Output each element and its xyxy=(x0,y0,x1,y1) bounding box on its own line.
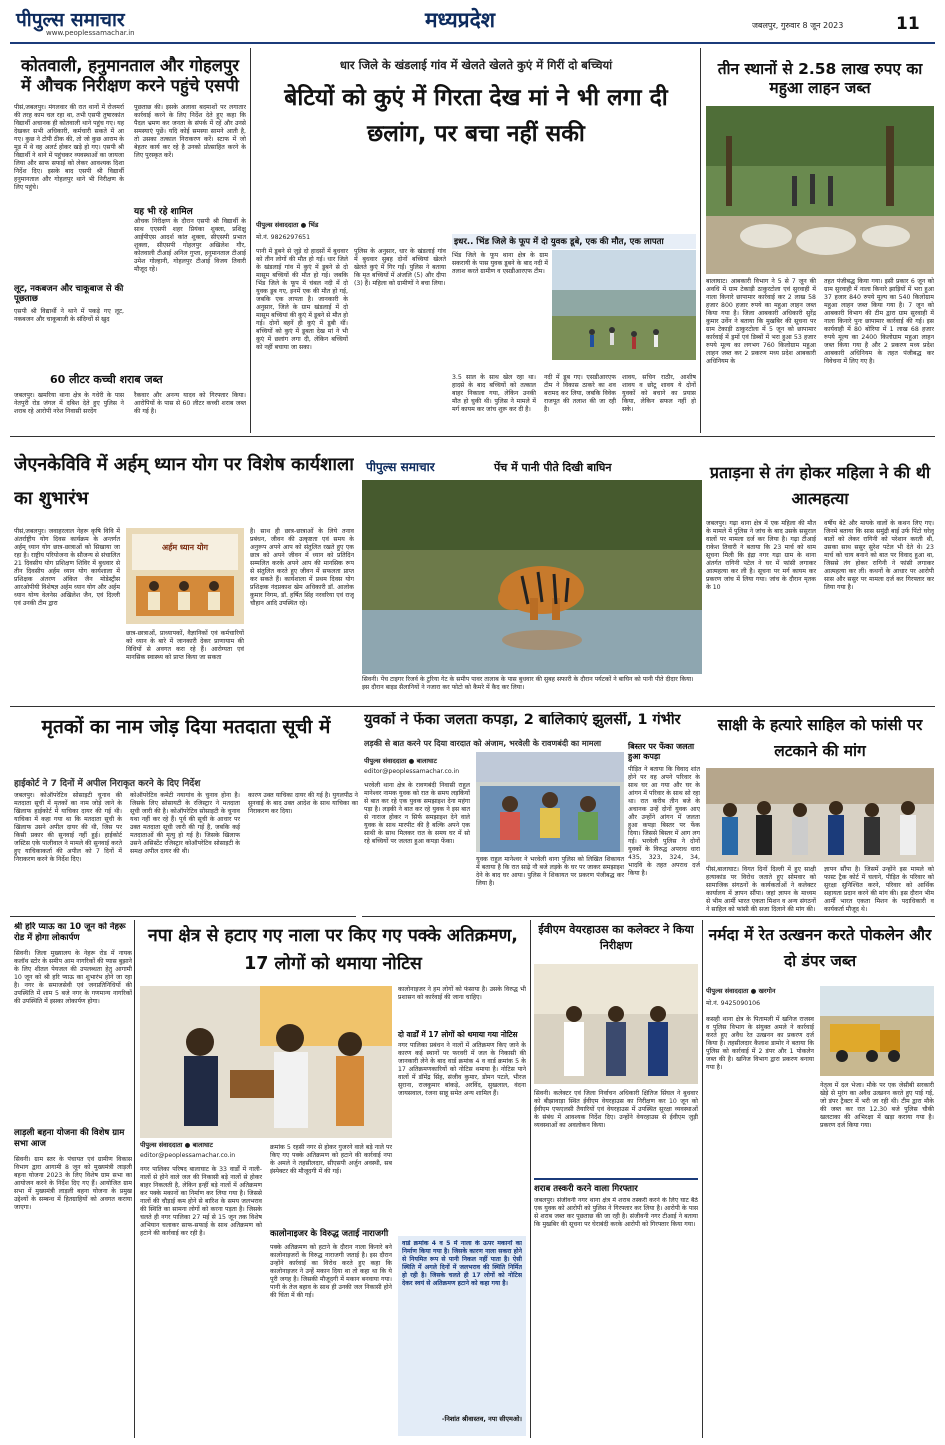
headline: पेंच में पानी पीते दिखी बाघिन xyxy=(494,461,612,474)
divider xyxy=(700,48,701,433)
story-kapda xyxy=(364,712,700,912)
body-col2: सिवनी। ग्राम स्तर के पंचायत एवं ग्रामीण विकास विभाग द्वारा आगामी 8 जून को मुख्यमंत्री लाड़ली बहना योजना 2023 के लिए विशेष ग्राम सभा का आयोजन करने के निर्देश दिए गए हैं। आयोजित ग्राम सभा में मुख्यमंत्री लाड़ली बहना योजना के प्रमुख उद्देश्यों के सम्बन्ध में हितग्राहियों को अवगत कराया जाएगा। xyxy=(14,1156,132,1211)
page-number: 11 xyxy=(896,14,920,34)
paper-url[interactable]: www.peoplessamachar.in xyxy=(46,29,135,37)
contact: मो.नं. 9425090106 xyxy=(706,1000,761,1007)
story-evm xyxy=(534,922,698,1436)
body-col1: पानी में डूबने से जुड़े दो हादसों में बुधवार को तीन लोगों की मौत हो गई। धार जिले के खंडलाई गांव में कुएं में डूबने से दो मासूम बच्चियों की मौत हो गई। जबकि भिंड जिले के फूप में चंबल नदी में दो युवक डूब गए, इनमें एक की मौत हो गई, जबकि एक लापता है। जानकारी के अनुसार, जिले के ग्राम खंडलाई में दो मासूम बच्चियां की कुएं में डूबने से मौत हो गई। दोनों बहनें ही कुएं में डूबी थीं। बच्चियों को कुएं में डूबता देख मां ने भी कुएं में छलांग लगा दी, लेकिन बच्चियों को नहीं बचाया जा सका। xyxy=(256,248,348,351)
body-col4: कालोनाइजर ने हम लोगों को फंसाया है। उसके विरुद्ध भी प्रशासन को कार्रवाई की जाना चाहिए। xyxy=(398,986,526,1001)
story-nala xyxy=(140,922,526,1436)
divider xyxy=(702,920,703,1438)
body-col3: है। साथ ही छात्र-छात्राओं के लिये तनाव प्रबंधन, जीवन की उत्कृष्टता एवं समय के अनुरूप अपने आप को संतुलित रखते हुए एक छात्र को अपने जीवन में ध्यान को प्रतिदिन सम्मलित करके अपने आप की मानसिक रूप से संतुलित करते हुए जीवन में सफलता प्राप्त कर सकते हैं। कार्यशाला में प्रथम दिवस योग प्रशिक्षक नंदप्रकाश खेम अधिकारी डॉ. आलोक कुमार निगम, डॉ. हर्षित सिंह नरवरिया एवं राजू चौहान आदि उपस्थित रहे। xyxy=(250,528,354,607)
body-col2: क्रमांक 5 रहसी नगर से होकर गुजरने वाले बड़े नाले पर किए गए पक्के अतिक्रमण को हटाने की कार्रवाई नपा के अमले ने तहसीलदार, सीएसपी अर्जुन अवस्थी, सब इंस्पेक्टर की मौजूदगी में की गई। xyxy=(270,1144,392,1175)
subhead: कालोनाइजर के विरुद्ध जताई नाराजगी xyxy=(270,1229,389,1239)
headline: प्रताड़ना से तंग होकर महिला ने की थी आत्महत्या xyxy=(709,463,931,508)
body-col1: पीसं,बालाघाट। विगत दिनों दिल्ली में हुए साक्षी हत्याकांड पर विरोध जताते हुए सोमवार को सामाजिक संगठनों के कार्यकर्ताओं ने कलेक्टर कार्यालय में ज्ञापन सौंपा। जहां ज्ञापन के माध्यम से भीम आर्मी भारत एकता मिशन व अन्य संगठनों ने साहिल को फांसी की सजा दिलाने की मांग की। xyxy=(706,866,816,913)
body-col1: पीसं,जबलपुर। जवाहरलाल नेहरू कृषि विवि में अंतर्राष्ट्रीय योग दिवस कार्यक्रम के अन्तर्गत अर्हम् ध्यान योग छात्र-छात्राओं को सिखाया जा रहा है। राष्ट्रीय परियोजना के सौजन्य से संचालित 21 दिवसीय योग प्रशिक्षण शिविर में बुधवार से तीन दिवसीय अर्हम ध्यान योग कार्यशाला में प्रशिक्षक अंतरण अंकित जैन मोडेस्ट्रीस आरओपीयी विशेषज्ञ अर्हम ध्यान योग और अर्हम ध्यान योग्य वेलनेस अखिलेश जैन, एवं दिल्ली एवं उनकी टीम द्वारा xyxy=(14,528,120,607)
photo-caption: भिंड जिले के फूप थाना क्षेत्र के ग्राम सकरायी के पास युवक डूबने के बाद नदी में तलाश करते ग्रामीण व एसडीआरएफ टीम। xyxy=(452,252,548,275)
body-col3: पक्के अतिक्रमण को हटाने के दौरान नाला किनारे बने कालोनाइजरों के विरुद्ध नाराजगी जताई है। इस दौरान उन्होंने कार्रवाई का विरोध करते हुए कहा कि कालोनाइजर ने उन्हें मकान दिया था तो कहा था कि ये पूरी जगह है। जिसकी मौजूदगी में मकान बनवाया गया। पानी के तेज बहाव के साथ ही उनकी जल निकासी होने की चिंता में की गई। xyxy=(270,1244,392,1299)
story-mahua xyxy=(706,60,934,432)
quote-box xyxy=(398,1236,526,1436)
body-col1: पीसं,जबलपुर। मंगलवार की रात थानों में रोजमर्रा की तरह काम चल रहा था, तभी एसपी तुषारकांत विद्यार्थी अचानक ही कोतवाली थाने पहुंच गए। यह देखकर सभी अधिकारी, कर्मचारी सकते में आ गए। कुछ ने टोपी ठीक की, तो जो कुछ आराम के मूड में थे वह अलर्ट होकर खड़े हो गए। एसपी श्री विद्यार्थी ने थाने में पहुंचकर व्यवस्थाओं का जायजा लिया और साफ सफाई को लेकर आवश्यक दिशा निर्देश दिए। इसके बाद एसपी श्री विद्यार्थी हनुमानताल और गोहलपुर थाने भी निरीक्षण के लिए पहुंचे। xyxy=(14,104,124,191)
victims-photo xyxy=(476,752,624,852)
story-narmada xyxy=(706,922,934,1436)
signature: -निशांत श्रीवास्तव, नपा सीएमओ। xyxy=(441,1415,522,1423)
body-col5: शावय, सचिन राठौर, आशीष शावय व छोटू शावय ये दोनों युवकों को बचाने का प्रयास किया, लेकिन सफल नहीं हो सके। xyxy=(622,374,696,413)
story-sakshi xyxy=(706,712,934,916)
headline: जेएनकेविवि में अर्हम् ध्यान योग पर विशेष कार्यशाला का शुभारंभ xyxy=(14,454,354,509)
byline: पीपुल्स संवाददाता ● बालाघाट xyxy=(364,757,437,765)
body-col3: कारण उक्त याचिका दायर की गई है। युगलपीठ ने सुनवाई के बाद उक्त आदेश के साथ याचिका का निराकरण कर दिया। xyxy=(248,792,358,815)
quote-text: वार्ड क्रमांक 4 व 5 में नाला के ऊपर मकानों का निर्माण किया गया है। जिसके कारण नाला सकरा होने से नियमित रूप से पानी निकल नहीं पाता है। ऐसी स्थिति में अगले दिनों में जलभराव की स्थिति निर्मित हो रही है। जिसके चलते ही 17 लोगों को नोटिस देकर स्वयं से अतिक्रमण हटाने को कहा गया है। xyxy=(402,1240,522,1287)
body-col2: जबलपुर। संजीवनी नगर थाना क्षेत्र में शराब तस्करी करने के लिए घाट बैठे एक युवक को आरोपी को पुलिस ने गिरफ्तार कर लिया है। आरोपी के पास से शराब जब्त कर पूछताछ की जा रही है। संजीवनी नगर टीआई ने बताया कि मुखबिर की सूचना पर घेराबंदी करके आरोपी को गिरफ्तार किया गया। xyxy=(534,1197,698,1228)
headline: बेटियों को कुएं में गिरता देख मां ने भी लगा दी छलांग, पर बचा नहीं सकी xyxy=(284,85,668,147)
story-kotwali xyxy=(14,56,246,428)
kicker: धार जिले के खंडलाई गांव में खेलते खेलते कुएं में गिरीं दो बच्चियां xyxy=(339,58,613,72)
subhead-loot: लूट, नकबजन और चाकूबाज से की पूछताछ xyxy=(14,284,124,304)
headline: मृतकों का नाम जोड़ दिया मतदाता सूची में xyxy=(41,716,331,738)
byline: पीपुल्स संवाददाता ● खरगोन xyxy=(706,987,776,995)
subhead-notice: दो वार्डों में 17 लोगों को थमाया गया नोटिस xyxy=(398,1030,518,1039)
body-col2: तहत पंजीबद्ध किया गया। इसी प्रकार 6 जून को ग्राम सुरवाही में नाला किनारे झाड़ियों में भरा हुआ 37 हजार 840 रुपये मूल्य का 540 किलोग्राम महुआ लाहन जब्त किया गया है। 7 जून को आबकारी विभाग की टीम द्वारा ग्राम सुरवाही में नाला किनारे पुनः छापामार कार्रवाई की गई। इस कार्यवाही में 80 बोरिया में 1 लाख 68 हजार रुपये मूल्य का 2400 किलोग्राम महुआ लाहन जब्त किया गया है और 2 प्रकरण मध्य प्रदेश आबकारी अधिनियम के तहत पंजीबद्ध कर विवेचना में लिए गए है। xyxy=(824,278,934,365)
body-col1: सिवनी। जिला मुख्यालय के नेहरू रोड में नायक कलॉथ स्टोर के समीप आम नागरिकों की प्यास बुझाने के लिए शीतल पेयजल की उपलब्धता हेतु आगामी 10 जून को श्री हरि प्याऊ का शुभारंभ होने जा रहा है। नगर के समाजसेवी एवं जनप्रतिनिधियों की उपस्थिति में शाम 5 बजे नगर के गणमान्य नागरिकों की उपस्थिति में इसका लोकार्पण होगा। xyxy=(14,950,132,1005)
inset-headline: इधर.. भिंड जिले के फूप में दो युवक डूबे, एक की मौत, एक लापता xyxy=(452,234,696,249)
masthead-rule xyxy=(10,42,935,44)
email[interactable]: editor@peoplessamachar.co.in xyxy=(364,768,460,775)
body-col1: जबलपुर। कोऑपरेटिव सोसाइटी चुनाव की मतदाता सूची में मृतकों का नाम जोड़े जाने के खिलाफ हाईकोर्ट में याचिका दायर की गई थी। याचिका में कहा गया था कि मतदाता सूची के खिलाफ उसने अपील दायर की थी, जिस पर किसी प्रकार की सुनवाई नहीं हुई। हाईकोर्ट जस्टिस एके पालीवाल ने मामले की सुनवाई करते हुए याचिकाकर्ता की अपील को 7 दिनों में निराकरण करने के निर्देश दिए। xyxy=(14,792,122,863)
body-col2: पुलिस के अनुसार, धार के खंडलाई गांव में बुधवार सुबह दोनों बच्चियां खेलते खेलते कुएं में गिर गईं। पुलिस ने बताया कि मृत बच्चियों में अंजलि (5) और दीपा (3) हैं। महिला को ग्रामीणों ने बचा लिया। xyxy=(354,248,446,287)
headline: तीन स्थानों से 2.58 लाख रुपए का महुआ लाहन जब्त xyxy=(717,60,923,97)
masthead xyxy=(0,0,945,40)
evm-photo xyxy=(534,964,698,1084)
photo-caption: सिवनी। पेंच टाइगर रिजर्व के टुरिया गेट के समीप पावर तालाब के पास बुधवार की सुबह सफारी के दौरान पर्यटकों ने बाघिन को पानी पीते दीदार किया। इस दौरान बाइड सैलानियों ने नजारा कर फोटो को कैमरे में कैद कर लिया। xyxy=(362,676,694,691)
award-photo xyxy=(140,986,392,1138)
poster-text: अर्हम ध्यान योग xyxy=(161,543,209,552)
divider xyxy=(10,916,356,917)
subhead: लाड़ली बहना योजना की विशेष ग्राम सभा आज xyxy=(14,1128,125,1149)
body-col2: नेतृत्व में दल भेजा। मौके पर एक जेसीबी सरकारी खेड़े से मुरंग का अवैध उत्खनन करते हुए पाई गई, जो डंपर ट्रैक्टर में भरी जा रही थी। टीम द्वारा मौके की जब्त कर रात 12.30 बजे पुलिस चौकी खलटाका की अभिरक्षा में खड़ा कराया गया है। प्रकरण दर्ज किया गया। xyxy=(820,1082,934,1129)
dumper-photo xyxy=(820,986,934,1076)
body-col1: सिवनी। कलेक्टर एवं जिला निर्वाचन अधिकारी क्षितिज सिंघल ने बुधवार को बीझावाड़ा स्थित ईवीएम वेयरहाउस का निरीक्षण कर 10 जून को ईवीएम एफएलसी तैयारियों एवं वेयरहाउस में उपस्थित सुरक्षा व्यवस्थाओं के संबंध में आवश्यक निर्देश दिए। उन्होंने वेयरहाउस से ईवीएम जुड़ी व्यवस्थाओं का अवलोकन किया। xyxy=(534,1090,698,1129)
body-col2: पूछताछ की। इसके अलावा बदमाशों पर लगातार कार्रवाई करने के लिए निर्देश देते हुए कहा कि पैदल भ्रमण कर जनता के संपर्क में रहें और उनसे समस्याएं पूछें। यदि कोई समस्या सामने आती है, तो उसका तत्काल निराकरण करें। स्टाफ में जो बेहतर कार्य कर रहे है उनको प्रोत्साहित करने के लिए पुरस्कृत करें। xyxy=(134,104,246,159)
section-title: मध्यप्रदेश xyxy=(425,8,496,32)
subhead: बिस्तर पर फेंका जलता हुआ कपड़ा xyxy=(628,742,695,761)
email[interactable]: editor@peoplessamachar.co.in xyxy=(140,1152,236,1159)
kicker: लड़की से बात करने पर दिया वारदात को अंजाम, भरवेली के रावणबंदी का मामला xyxy=(364,739,602,748)
story-pyau xyxy=(14,922,132,1436)
body-col1c: जबलपुर। खमरिया थाना क्षेत्र के गधेरी के पास नेतपुरी रोड जंगल में दबिश देते हुए पुलिस ने शराब रहे आरोपी नरेश निवासी सरदेंग xyxy=(14,392,124,415)
body-col1: जबलपुर। गढ़ा थाना क्षेत्र में एक महिला की मौत के मामले में पुलिस ने जांच के बाद उसके ससुराल वालों पर मामला दर्ज कर लिया है। गढ़ा टीआई राकेश तिवारी ने बताया कि 23 मार्च को थाम सूचना मिली कि इंद्रा नगर गढ़ा ग्राम के थाना अंतर्गत रागिनी पटेल ने घर में फांसी लगाकर आत्महत्या कर ली है। सूचना पर मर्ग कायम कर प्रकरण जांच में लिया गया। जांच के दौरान मृतक के 10 xyxy=(706,520,816,591)
story-pratadna xyxy=(706,460,934,700)
divider xyxy=(134,920,135,1438)
story-jnkvv xyxy=(14,448,354,702)
mahua-photo xyxy=(706,106,934,274)
headline: श्री हरि प्याऊ का 10 जून को नेहरू रोड में होगा लोकार्पण xyxy=(14,922,126,943)
story-pench xyxy=(362,454,702,698)
byline: पीपुल्स संवाददाता ● बालाघाट xyxy=(140,1141,213,1149)
divider xyxy=(10,436,935,437)
headline: ईवीएम वेयरहाउस का कलेक्टर ने किया निरीक्षण xyxy=(538,923,694,952)
divider xyxy=(10,706,935,707)
subhead: शराब तस्करी करने वाला गिरफ्तार xyxy=(534,1184,638,1194)
tiger-photo xyxy=(362,480,702,674)
memorandum-photo xyxy=(706,768,934,862)
body-col1b: एसपी श्री विद्यार्थी ने थाने में पकड़े गए लूट, नकबजन और चाकूबाजी के संदिग्धों से खुद xyxy=(14,308,124,323)
dateline: जबलपुर, गुरुवार 8 जून 2023 xyxy=(752,21,844,30)
body-col2c: रैकवार और अनन्य यादव को गिरफ्तार किया। आरोपियों के पास से 60 लीटर कच्ची शराब जब्त की गई है। xyxy=(134,392,246,415)
headline: साक्षी के हत्यारे साहिल को फांसी पर लटकाने की मांग xyxy=(717,716,923,760)
headline: युवकों ने फेंका जलता कपड़ा, 2 बालिकाएं झुलसीं, 1 गंभीर xyxy=(364,712,681,728)
body-col1: बालाघाट। आबकारी विभाग ने 5 से 7 जून की अवधि में ग्राम टेकाड़ी ठाकुरटोला एवं सुरवाही में नाला किनारे छापामार कार्रवाई कर 2 लाख 58 हजार 800 हजार रुपये का महुआ लाहन जब्त किया गया है। जिला आबकारी अधिकारी सुरेंद्र कुमार उर्वेन ने बताया कि मुखबिर की सूचना पर ग्राम टेकाड़ी ठाकुरटोला में 5 जून को छापामार कार्रवाई में ड्रमों एवं डिब्बों में भरा हुआ 53 हजार रुपये मूल्य का लगभग 760 किलोग्राम महुआ लाहन जब्त कर 2 प्रकरण मध्य प्रदेश आबकारी अधिनियम के xyxy=(706,278,816,365)
divider xyxy=(530,920,531,1438)
body-col2: ज्ञापन सौंपा है। जिसमें उन्होंने इस मामले को फास्ट ट्रैक कोर्ट में चलाने, पीड़ित के परिवार को सुरक्षा सुनिश्चित करने, परिवार को आर्थिक सहायता प्रदान करने की मांग की। इस दौरान भीम आर्मी भारत एकता मिशन के पदाधिकारी व कार्यकर्ता मौजूद थे। xyxy=(824,866,934,913)
subhead-sharab: 60 लीटर कच्ची शराब जब्त xyxy=(50,373,163,386)
body-col2b: औचक निरीक्षण के दौरान एसपी श्री विद्यार्थी के साथ एएसपी शहर प्रियंका शुक्ला, प्रशिक्षु आईपीएस आदर्श कांत शुक्ला, सीएसपी प्रभात शुक्ला, सीएसपी गोहलपुर अखिलेश गौर, कोतवाली टीआई अनिल गुप्ता, हनुमानताल टीआई उमेश गोल्हानी, गोहलपुर टीआई विजय तिवारी मौजूद रहे। xyxy=(134,218,246,273)
body-col5: नगर पालिका प्रबंधन ने नालों में अतिक्रमण किए जाने के कारण कई स्थानों पर फरवरी में जल के निकासी की जानकारी लेने के बाद वार्ड क्रमांक 4 व वार्ड क्रमांक 5 के 17 अतिक्रमणकारियों को नोटिस थमाया है। नोटिस पाने वालों में डॉमेंद्र सिंह, संजीव कुमार, डोमन पटले, भीरज सुराना, राजकुमार बांकड़े, अरविंद, सुखलाल, वंदना जायसवाल, रंजना साहू समेत अन्य शामिल हैं। xyxy=(398,1042,526,1097)
divider xyxy=(362,916,935,917)
contact: मो.नं. 9826297651 xyxy=(256,234,311,241)
sub-box xyxy=(534,1178,698,1436)
subhead-shamil: यह भी रहे शामिल xyxy=(134,207,193,217)
yoga-photo xyxy=(126,528,244,624)
headline: नर्मदा में रेत उत्खनन करते पोकलेन और दो डंपर जब्त xyxy=(708,926,932,970)
river-photo xyxy=(552,250,696,360)
headline: कोतवाली, हनुमानताल और गोहलपुर में औचक निरीक्षण करने पहुंचे एसपी xyxy=(20,56,240,96)
body-col1: नगर पालिका परिषद बालाघाट के 33 वार्डों में नाली-नालों से होने वाले जल की निकासी बड़े नालों से होकर बाहर निकलती है, लेकिन इन्हीं बड़े नालों में अतिक्रमण कर पक्के मकानों का निर्माण कर लिया गया है। जिससे नालों की चौड़ाई कम होने से बारिश के समय जलभराव की स्थिति का सामना लोगों को करना पड़ता है। जिसके चलते ही नगर पालिका 27 मई से 15 जून तक विशेष अभियान चलाकर साफ-सफाई के साथ अतिक्रमण को हटाने की कार्रवाई कर रही है। xyxy=(140,1166,262,1237)
body-col2: युवक राहुल मानेश्वर ने भरवेली थाना पुलिस को लिखित शिकायत में बताया है कि रात साढ़े नौ बजे लड़के के घर पर जाकर समझाइश देने के बाद घर आया। पुलिस ने शिकायत पर प्रकरण पंजीबद्ध कर लिया है। xyxy=(476,856,624,887)
kicker: हाईकोर्ट ने 7 दिनों में अपील निराकृत करने के दिए निर्देश xyxy=(14,779,201,789)
story-matdata xyxy=(14,712,358,912)
body-col4: नदी में डूब गए। एसडीआरएफ टीम ने विकास ठाकरे का शव बरामद कर लिया, जबकि विवेक राजपूत की तलाश की जा रही है। xyxy=(544,374,616,413)
body-col3: 3.5 साल के साथ खेल रहा था। हादसे के बाद बच्चियों को तत्काल बाहर निकाला गया, लेकिन उनकी मौत हो चुकी थी। पुलिस ने मामले में मर्ग कायम कर जांच शुरू कर दी है। xyxy=(452,374,536,413)
body-col2: वर्षीय बेटे और मायके वालों के कथन लिए गए। जिनमे बताया कि सास समुंद्री बाई उर्फ पिंटो घरेलू बातों को लेकर रागिनी को परेशान करती थी, उसका साथ ससुर सुरेश पटेल भी देते थे। 23 मार्च को चाय बनाने को बात पर विवाद हुआ था, जिससे तंग होकर रागिनी ने फांसी लगाकर आत्महत्या कर ली। कथनों के आधार पर आरोपी सास और ससुर पर मामला दर्ज कर गिरफ्तार कर लिया गया है। xyxy=(824,520,934,591)
body-col3: पीड़ित ने बताया कि विवाद शांत होने पर वह अपने परिवार के साथ घर आ गया और घर के आंगन में परिवार के साथ सो रहा था। रात करीब तीन बजे के अचानक उन्हें दोनों युवक आए और उन्होंने आंगन में जलता हुआ कपड़ा बिस्तर पर फेंक दिया। जिससे बिस्तर में आग लग गई। भरवेली पुलिस ने दोनों युवकों के विरुद्ध अपराध धारा 435, 323, 324, 34, भादवि के तहत अपराध दर्ज किया है। xyxy=(628,766,700,877)
paper-tag: पीपुल्स समाचार xyxy=(366,460,435,474)
divider xyxy=(250,48,251,433)
byline: पीपुल्स संवाददाता ● भिंड xyxy=(256,221,319,229)
headline: नपा क्षेत्र से हटाए गए नाला पर किए गए पक्के अतिक्रमण, 17 लोगों को थमाया नोटिस xyxy=(148,926,518,974)
body-col2: कोऑपरेटिव कमेटी नयागांव के चुनाव होना है। जिसके लिए सोसायटी के रजिस्ट्रार ने मतदाता सूची जारी की है। कोऑपरेटिव सोसाइटी के चुनाव यथा नहीं कर रहे हैं। पूर्व की सूची के आधार पर उक्त मतदाता सूची जारी की गई है, जबकि कई मतदाताओं की मृत्यु हो गई है। जिसके खिलाफ उसने असिस्टेंट रजिस्ट्रार कोऑपरेटिव सोसाइटी के समक्ष अपील दायर की थी। xyxy=(130,792,240,855)
body-col2: छात्र-छात्राओं, प्राध्यापकों, वैज्ञानिकों एवं कर्मचारियों को ध्यान के बारे में जानकारी देकर प्राणायाम की विधियों से अवगत करा रहे हैं। आरोग्यता एवं मानसिक स्वास्थ्य को प्राप्त किया जा सकता xyxy=(126,630,244,661)
body-col1: भरवेली थाना क्षेत्र के रावणबंदी निवासी राहुल मानेश्वर नामक युवक को रात के समय लड़कियों से बात कर रहे एक युवक समझाइश देना महंगा पड़ा है। लड़की ने बात कर रहे युवक ने इस बात से नाराज होकर न सिर्फ समझाइश देने वाले युवक के साथ मारपीट की है बल्कि अपने एक साथी के साथ मिलकर रात के समय घर में सो रहे बच्चियों पर जलता हुआ कपड़ा फेंका। xyxy=(364,782,470,845)
story-dhar xyxy=(256,58,696,430)
body-col1: कसही थाना क्षेत्र के पितामली में खनिज राजस्व व पुलिस विभाग के संयुक्त अमले ने कार्रवाई करते हुए अवैध रेत उत्खनन का प्रकरण दर्ज किया है। तहसीलदार कैलाश डामोर ने बताया कि पुलिस को कार्रवाई में 2 डंपर और 1 पोकलेन जब्त की है। खनिज विभाग द्वारा प्रकरण बनाया गया है। xyxy=(706,1016,814,1071)
paper-logo: पीपुल्स समाचार xyxy=(16,9,125,31)
